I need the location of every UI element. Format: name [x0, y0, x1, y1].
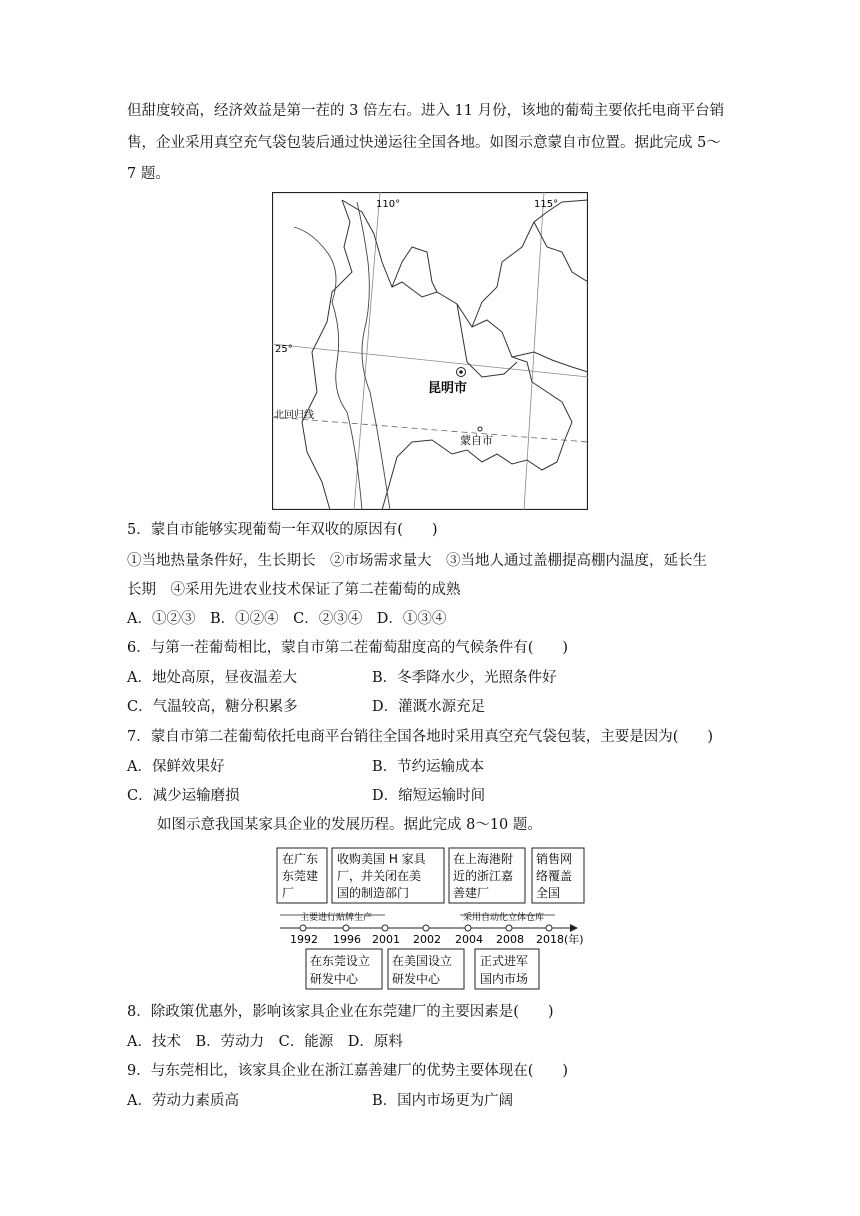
- intro-line-1: 但甜度较高，经济效益是第一茬的 3 倍左右。进入 11 月份，该地的葡萄主要依托电商平台销: [127, 103, 725, 119]
- mengzi-location-map: [272, 192, 588, 510]
- q7-option-a: A．保鲜效果好: [127, 759, 225, 775]
- year-2018: 2018(年): [536, 933, 584, 946]
- q9-option-a: A．劳动力素质高: [127, 1093, 239, 1109]
- box1-line-2: 东莞建: [282, 869, 319, 883]
- label-tropic: 北回归线: [274, 410, 314, 421]
- box3-line-2: 近的浙江嘉: [453, 869, 514, 883]
- q9-option-b: B．国内市场更为广阔: [372, 1093, 514, 1109]
- box1-line-3: 厂: [282, 886, 295, 900]
- q5-body-1: ①当地热量条件好，生长期长 ②市场需求量大 ③当地人通过盖棚提高棚内温度，延长生: [127, 553, 707, 569]
- q6-option-b: B．冬季降水少，光照条件好: [372, 670, 557, 686]
- year-2002: 2002: [413, 933, 441, 946]
- q6-stem: 6．与第一茬葡萄相比，蒙自市第二茬葡萄甜度高的气候条件有( ): [127, 640, 569, 656]
- label-25: 25°: [275, 344, 293, 355]
- map-frame: [273, 193, 588, 510]
- label-mengzi: 蒙自市: [460, 434, 493, 447]
- intro-line-2: 售，企业采用真空充气袋包装后通过快递运往全国各地。如图示意蒙自市位置。据此完成 5～: [127, 135, 721, 151]
- box2-line-3: 国的制造部门: [337, 886, 410, 900]
- q5-stem: 5．蒙自市能够实现葡萄一年双收的原因有( ): [127, 522, 438, 538]
- label-110: 110°: [376, 199, 401, 210]
- bottom1-line-2: 研发中心: [310, 972, 359, 986]
- q5-options: A．①②③ B．①②④ C．②③④ D．①③④: [127, 611, 447, 627]
- year-1992: 1992: [290, 933, 318, 946]
- bottom2-line-1: 在美国设立: [392, 954, 453, 968]
- box3-line-1: 在上海港附: [453, 852, 514, 866]
- box2-line-1: 收购美国 H 家具: [337, 852, 426, 866]
- bottom3-line-1: 正式进军: [480, 954, 529, 968]
- box3-line-3: 善建厂: [453, 886, 490, 900]
- q6-option-c: C．气温较高，糖分积累多: [127, 699, 298, 715]
- box4-line-2: 络覆盖: [536, 869, 573, 883]
- bottom3-line-2: 国内市场: [480, 972, 529, 986]
- q9-stem: 9．与东莞相比，该家具企业在浙江嘉善建厂的优势主要体现在( ): [127, 1063, 569, 1079]
- year-1996: 1996: [333, 933, 361, 946]
- q7-option-d: D．缩短运输时间: [372, 788, 486, 804]
- q7-option-c: C．减少运输磨损: [127, 788, 240, 804]
- year-2004: 2004: [455, 933, 483, 946]
- q6-option-d: D．灌溉水源充足: [372, 699, 486, 715]
- q7-option-b: B．节约运输成本: [372, 759, 485, 775]
- intro-2: 如图示意我国某家具企业的发展历程。据此完成 8～10 题。: [157, 817, 542, 833]
- label-kunming: 昆明市: [428, 381, 468, 396]
- label-warehouse: 采用自动化立体仓库: [463, 913, 545, 923]
- q8-stem: 8．除政策优惠外，影响该家具企业在东莞建厂的主要因素是( ): [127, 1004, 554, 1020]
- q7-stem: 7．蒙自市第二茬葡萄依托电商平台销往全国各地时采用真空充气袋包装，主要是因为( ): [127, 729, 714, 745]
- q8-options: A．技术 B．劳动力 C．能源 D．原料: [127, 1034, 403, 1050]
- intro-line-3: 7 题。: [127, 166, 170, 182]
- axis-arrow: [570, 924, 578, 932]
- box2-line-2: 厂，并关闭在美: [337, 869, 422, 883]
- label-115: 115°: [534, 199, 559, 210]
- q6-option-a: A．地处高原，昼夜温差大: [127, 670, 297, 686]
- box4-line-1: 销售网: [536, 852, 573, 866]
- label-oem: 主要进行贴牌生产: [300, 913, 373, 923]
- year-2001: 2001: [372, 933, 400, 946]
- q5-body-2: 长期 ④采用先进农业技术保证了第二茬葡萄的成熟: [127, 582, 461, 598]
- furniture-timeline-diagram: [270, 843, 590, 993]
- box4-line-3: 全国: [536, 886, 561, 900]
- bottom1-line-1: 在东莞设立: [310, 954, 371, 968]
- bottom2-line-2: 研发中心: [392, 972, 441, 986]
- box1-line-1: 在广东: [282, 852, 319, 866]
- year-2008: 2008: [496, 933, 524, 946]
